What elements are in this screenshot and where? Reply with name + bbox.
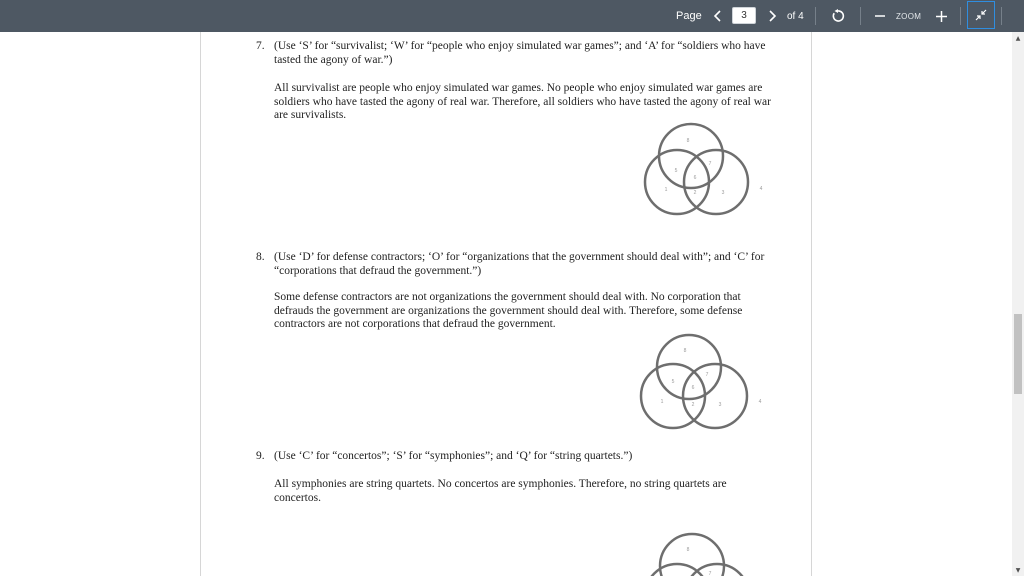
viewer-toolbar <box>0 0 1024 32</box>
venn-label: 1 <box>660 399 664 405</box>
toolbar-divider <box>960 7 961 25</box>
toolbar-divider <box>1001 7 1002 25</box>
plus-icon[interactable] <box>934 8 948 24</box>
minus-icon[interactable] <box>873 8 887 24</box>
question-instruction: (Use ‘S’ for “survivalist; ‘W’ for “people who enjoy simulated war games”; and ‘A’ for “soldiers who have tasted the agony of war.”) <box>274 40 766 66</box>
venn-label: 7 <box>708 161 712 167</box>
page-number-input[interactable] <box>732 7 756 24</box>
question-9 <box>256 450 796 510</box>
question-number: 9. <box>256 450 265 462</box>
venn-label: 2 <box>691 402 695 408</box>
collapse-icon <box>975 9 987 21</box>
question-argument: Some defense contractors are not organizations the government should deal with. No corporation that defrauds the government are organizations the government should deal with. Therefore, some defense contractors are not corporations that defraud the government. <box>274 291 743 330</box>
venn-label: 3 <box>718 402 722 408</box>
venn-circle-top <box>659 124 723 188</box>
venn-circle-right <box>684 150 748 214</box>
document-page <box>200 32 812 576</box>
page-label: Page <box>676 10 702 22</box>
question-number: 8. <box>256 251 265 263</box>
scroll-up-arrow-icon[interactable]: ▲ <box>1015 34 1021 42</box>
chevron-right-icon[interactable] <box>765 8 779 24</box>
venn-label: 5 <box>671 379 675 385</box>
venn-label: 8 <box>686 547 690 553</box>
venn-circle-top <box>660 534 724 576</box>
vertical-scrollbar[interactable] <box>1012 32 1024 576</box>
question-argument: All survivalist are people who enjoy simulated war games. No people who enjoy simulated war games are soldiers who have tasted the agony of real war. Therefore, all soldiers who have tasted the agony of real war are survivalists. <box>274 82 771 121</box>
venn-diagram <box>636 122 766 217</box>
question-instruction: (Use ‘C’ for “concertos”; ‘S’ for “symphonies”; and ‘Q’ for “string quartets.”) <box>274 450 633 462</box>
venn-diagram <box>636 333 766 433</box>
venn-label: 7 <box>705 372 709 378</box>
toolbar-divider <box>815 7 816 25</box>
chevron-left-icon[interactable] <box>710 8 724 24</box>
venn-label: 4 <box>758 399 762 405</box>
venn-label: 3 <box>721 190 725 196</box>
question-instruction: (Use ‘D’ for defense contractors; ‘O’ for “organizations that the government should deal with”; and ‘C’ for “corporations that defraud the government.”) <box>274 251 765 277</box>
page-count-label: of 4 <box>787 10 804 22</box>
venn-label: 7 <box>708 571 712 576</box>
question-argument: All symphonies are string quartets. No concertos are symphonies. Therefore, no string quartets are concertos. <box>274 478 727 504</box>
venn-label: 8 <box>683 348 687 354</box>
venn-label: 4 <box>759 186 763 192</box>
rotate-icon[interactable] <box>829 7 847 25</box>
venn-circle-right <box>683 364 747 428</box>
venn-label: 5 <box>674 168 678 174</box>
zoom-label: ZOOM <box>896 11 922 21</box>
exit-fullscreen-button[interactable] <box>967 1 995 29</box>
venn-label: 1 <box>664 187 668 193</box>
venn-label: 8 <box>686 138 690 144</box>
venn-circle-left <box>645 150 709 214</box>
venn-label: 2 <box>693 190 697 196</box>
venn-label: 6 <box>691 385 695 391</box>
venn-diagram <box>641 530 751 576</box>
venn-label: 6 <box>693 175 697 181</box>
document-background <box>0 32 200 576</box>
toolbar-divider <box>860 7 861 25</box>
scrollbar-thumb[interactable] <box>1014 314 1022 394</box>
question-number: 7. <box>256 40 265 52</box>
scroll-down-arrow-icon[interactable]: ▼ <box>1015 566 1021 574</box>
